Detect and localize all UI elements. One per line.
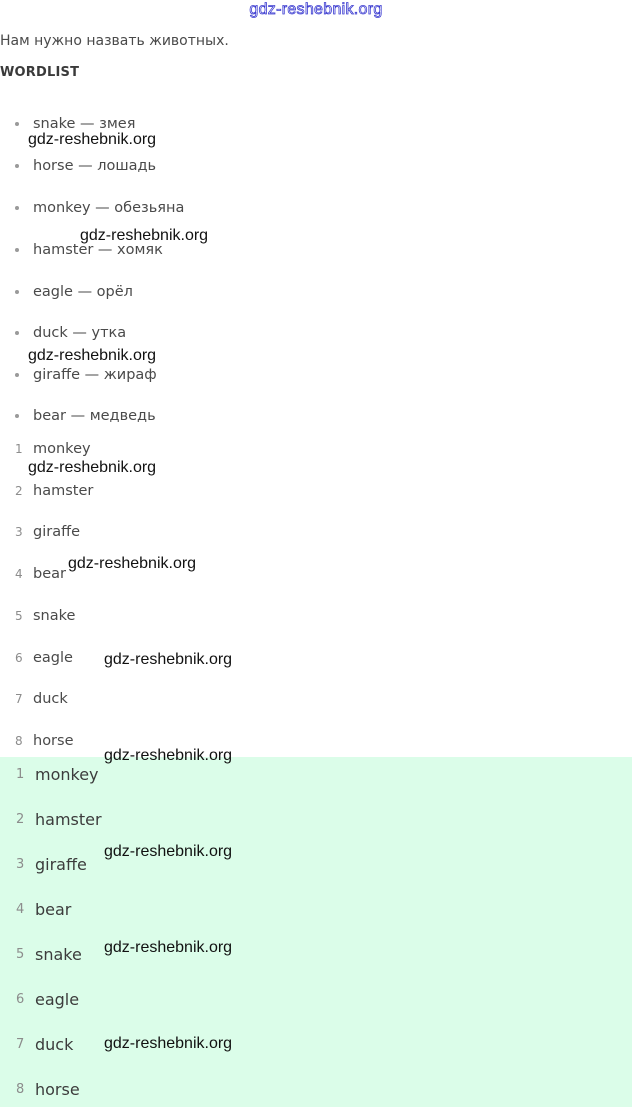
watermark: gdz-reshebnik.org [80,227,209,244]
vocab-text: duck — утка [33,325,127,341]
answer-word: snake [35,945,82,964]
item-number: 2 [15,484,23,498]
answer-number: 2 [16,812,25,827]
answer-number: 3 [16,857,25,872]
item-word: hamster [33,483,94,499]
item-word: giraffe [33,524,80,540]
watermark: gdz-reshebnik.org [28,459,157,476]
answer-word: bear [35,900,72,919]
answer-number: 8 [16,1082,25,1097]
watermark: gdz-reshebnik.org [104,747,233,764]
bullet-icon [15,290,19,294]
bullet-icon [15,122,19,126]
watermark: gdz-reshebnik.org [104,939,233,956]
answer-number: 7 [16,1037,25,1052]
watermark: gdz-reshebnik.org [68,555,197,572]
header-watermark: gdz-reshebnik.org [249,1,383,18]
answer-number: 4 [16,902,25,917]
answer-word: eagle [35,990,80,1009]
item-number: 4 [15,567,23,581]
vocab-text: giraffe — жираф [33,367,157,383]
watermark: gdz-reshebnik.org [104,843,233,860]
answer-word: hamster [35,810,102,829]
item-number: 7 [15,692,23,706]
watermark: gdz-reshebnik.org [28,347,157,364]
bullet-icon [15,248,19,252]
item-number: 3 [15,525,23,539]
item-word: eagle [33,650,73,666]
bullet-icon [15,414,19,418]
item-word: horse [33,733,74,749]
answer-number: 1 [16,767,25,782]
answer-word: duck [35,1035,74,1054]
bullet-icon [15,331,19,335]
intro-text: Нам нужно назвать животных. [0,33,229,49]
watermark: gdz-reshebnik.org [104,651,233,668]
item-number: 1 [15,442,23,456]
vocab-text: eagle — орёл [33,284,133,300]
watermark: gdz-reshebnik.org [28,131,157,148]
vocab-text: horse — лошадь [33,158,157,174]
item-number: 8 [15,734,23,748]
answer-word: giraffe [35,855,87,874]
item-number: 6 [15,651,23,665]
item-number: 5 [15,609,23,623]
answer-number: 5 [16,947,25,962]
watermark: gdz-reshebnik.org [104,1035,233,1052]
answer-number: 6 [16,992,25,1007]
vocab-text: snake — змея [33,116,136,132]
item-word: snake [33,608,76,624]
vocab-text: hamster — хомяк [33,242,163,258]
answer-block [0,757,632,1107]
item-word: monkey [33,441,91,457]
item-word: duck [33,691,68,707]
bullet-icon [15,164,19,168]
vocab-text: bear — медведь [33,408,156,424]
vocab-text: monkey — обезьяна [33,200,185,216]
bullet-icon [15,373,19,377]
bullet-icon [15,206,19,210]
item-word: bear [33,566,66,582]
wordlist-heading: WORDLIST [0,65,80,80]
answer-word: monkey [35,765,99,784]
answer-word: horse [35,1080,80,1099]
